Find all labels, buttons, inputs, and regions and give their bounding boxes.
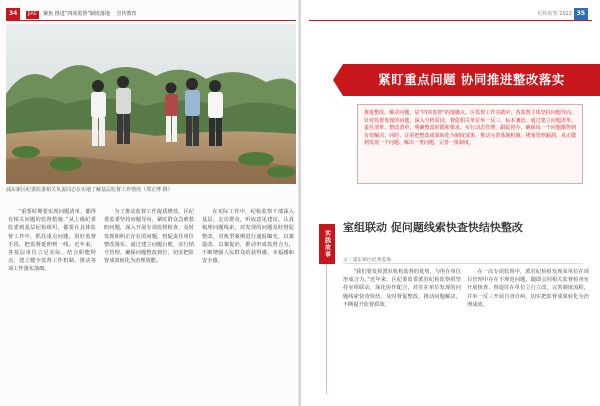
left-header-text: 聚焦 推进“四项监督”制度落地 宣传教育: [43, 11, 137, 17]
right-page-header: [538, 8, 592, 20]
right-body-column-2: [467, 268, 589, 400]
inspection-photo: [6, 24, 296, 184]
right-page-number: 35: [574, 8, 588, 20]
left-body-column-3: [202, 208, 294, 398]
left-column-text: 为了推动监督工作提质增效，区纪委监委坚持问题导向，紧盯群众急难愁盼问题，深入开展专项监督检查，及时发现和纠正存在的问题，督促责任单位整改落实。通过建立问题台账，实行销号管理，确保问题整改到位，切实把监督成效转化为治理效能。: [104, 209, 194, 265]
section-title: 室组联动 促问题线索快查快结快整改: [343, 221, 523, 234]
right-body-column-1: [343, 268, 461, 400]
left-page: [0, 0, 299, 406]
left-body-column-2: [104, 208, 194, 398]
article-title: 紧盯重点问题 协同推进整改落实: [343, 64, 600, 96]
section-byline: 文｜浦东新区纪委监委: [343, 258, 391, 263]
right-column-text: “我们要发挥派驻机构监督的优势，与所在单位形成合力。”近年来，区纪委监委派驻纪检监察组坚持室组联动，深化协作配合，对驻在单位发现的问题线索快查快结，及时督促整改，推动问题解决，不断提升监督质效。: [343, 269, 461, 308]
left-header-rule: [6, 20, 296, 21]
inspection-photo-image: [6, 24, 296, 184]
left-column-text: 在实际工作中，纪检监察干部深入基层、走访群众，听取意见建议，认真梳理问题线索，对发现的问题及时督促整改，对典型案例进行通报曝光，以案促改、以案促治，推动形成监督合力，不断增强人民群众的获得感、幸福感和安全感。: [202, 209, 294, 265]
right-header-rule: [309, 20, 592, 21]
photo-caption: 浦东新区纪委监委相关负责同志在实地了解基层监督工作情况（郑正博 摄）: [6, 187, 173, 193]
left-page-number: 34: [6, 8, 20, 20]
left-column-text: “重要时期要实现问题清单，都得有相关问题的监督措施。”从上级纪委监委到基层纪检组织，都要在具体监督工作中，抓住重点问题，用好监督手段，把监督延伸到一线。近年来，各基层单位立足实际，结合职能特点，建立健全监督工作机制，推动各项工作落实落细。: [8, 209, 96, 273]
section-side-line: [326, 264, 327, 394]
section-divider: [343, 263, 583, 264]
intro-box: 推进整改、解决问题，是“四项监督”的落脚点。区监督工作实践中，各监督主体坚持问题导向，针对监督发现的问题，深入分析原因，督促相关单位举一反三、标本兼治。通过建立问题清单、责任清单、整改清单，明确整改时限和要求，实行动态管理，跟踪督办，确保每一个问题都得到有效解决。同时，注重把整改成果转化为制度成果，推动完善体制机制，堵塞管理漏洞，真正做到发现一个问题、解决一类问题、完善一批制度。: [357, 104, 583, 184]
edition-tag: JIAS: [27, 12, 37, 17]
right-header-text: 纪检监察 2022: [537, 11, 573, 17]
practice-story-tag: 实践故事: [319, 224, 335, 264]
left-page-header: [6, 8, 137, 20]
right-column-text: 在一次专项监督中，派驻纪检组发现某单位在项目管理中存在不规范问题，随即会同相关监督检查室开展核查，督促驻在单位立行立改，完善制度流程，并举一反三开展自查自纠，切实把监督成果转化为治理成效。: [467, 269, 589, 308]
left-body-column-1: [8, 208, 96, 398]
right-page: [301, 0, 600, 406]
